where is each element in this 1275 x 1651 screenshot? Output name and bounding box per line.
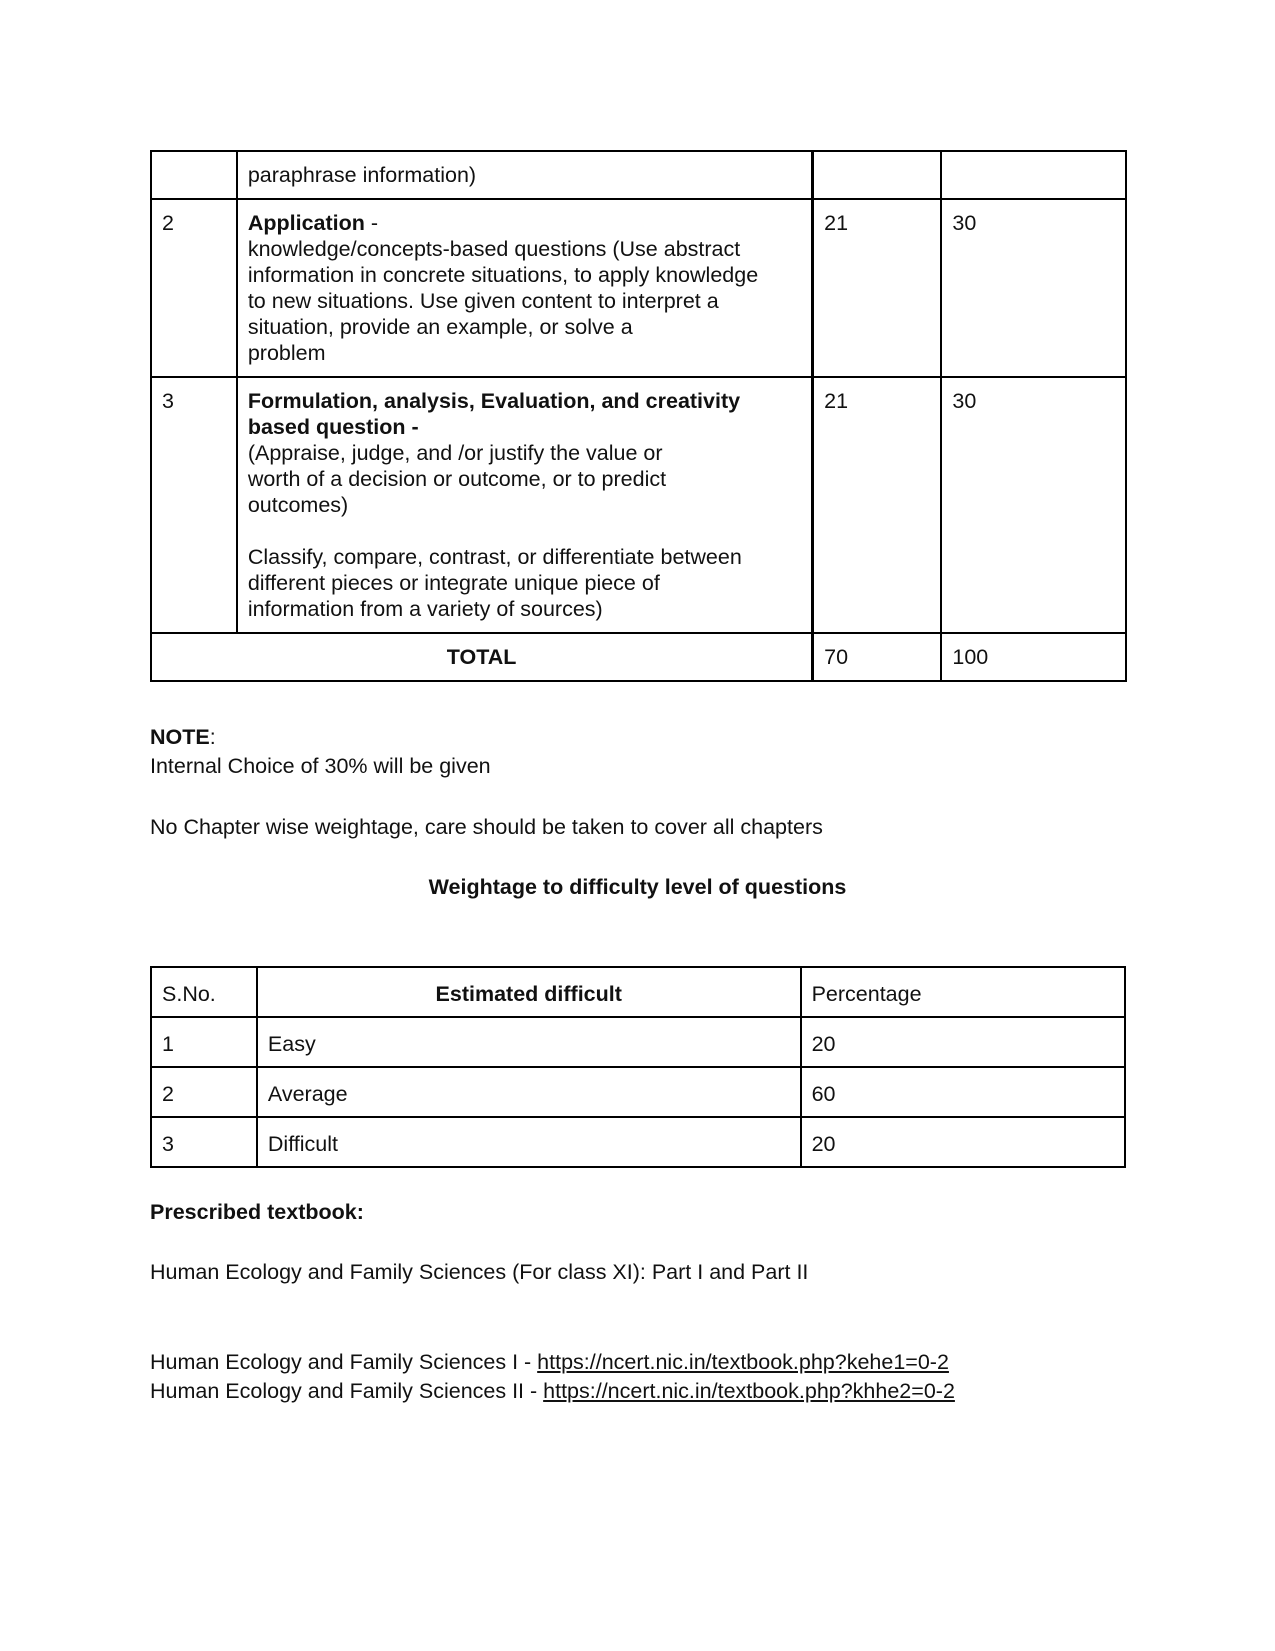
sno-cell xyxy=(152,152,236,172)
note-line-1: Internal Choice of 30% will be given xyxy=(150,754,491,778)
textbook-link-row-1 xyxy=(150,1349,949,1375)
description-cell xyxy=(238,152,811,198)
description-line: outcomes) xyxy=(247,493,349,517)
description-line: problem xyxy=(247,341,326,365)
description-line: worth of a decision or outcome, or to predict xyxy=(247,467,667,491)
percentage-cell: 60 xyxy=(811,1082,836,1106)
row-heading xyxy=(248,210,801,236)
ncert-link-part-2[interactable]: https://ncert.nic.in/textbook.php?khhe2=0-2 xyxy=(543,1379,955,1403)
description-line: knowledge/concepts-based questions (Use abstract xyxy=(247,237,741,261)
sno-cell: 3 xyxy=(162,1132,174,1156)
total-label: TOTAL xyxy=(446,645,517,669)
marks-cell xyxy=(814,152,940,172)
heading-text: Application xyxy=(247,211,365,235)
table-header-row xyxy=(151,967,1125,1017)
total-percent: 100 xyxy=(952,645,989,669)
note-colon: : xyxy=(209,725,216,749)
marks-cell: 21 xyxy=(824,389,849,413)
description-cell xyxy=(238,200,811,376)
row-heading: Formulation, analysis, Evaluation, and creativity based question - xyxy=(247,389,741,439)
heading-suffix: - xyxy=(364,211,379,235)
table-row xyxy=(151,377,1126,633)
description-line: situation, provide an example, or solve a xyxy=(247,315,633,339)
percent-cell: 30 xyxy=(952,389,977,413)
header-sno: S.No. xyxy=(162,982,216,1006)
textbook-heading: Prescribed textbook: xyxy=(150,1200,364,1224)
description-line: (Appraise, judge, and /or justify the value or xyxy=(247,441,663,465)
note-label: NOTE xyxy=(150,725,210,749)
table-row xyxy=(151,151,1126,199)
level-cell: Easy xyxy=(267,1032,316,1056)
total-row xyxy=(151,633,1126,681)
sno-cell: 3 xyxy=(162,389,174,413)
description-line: to new situations. Use given content to interpret a xyxy=(247,289,719,313)
link-prefix: Human Ecology and Family Sciences I - xyxy=(150,1350,538,1374)
sno-cell: 2 xyxy=(162,1082,174,1106)
difficulty-title: Weightage to difficulty level of questions xyxy=(428,875,847,899)
percent-cell xyxy=(942,152,1125,172)
table-row xyxy=(151,1017,1125,1067)
description-line: paraphrase information) xyxy=(247,163,477,187)
description-line: information from a variety of sources) xyxy=(247,597,603,621)
table-row xyxy=(151,1117,1125,1167)
table-row xyxy=(151,1067,1125,1117)
percent-cell: 30 xyxy=(952,211,977,235)
sno-cell: 2 xyxy=(162,211,174,235)
sno-cell: 1 xyxy=(162,1032,174,1056)
description-line: information in concrete situations, to apply knowledge xyxy=(247,263,759,287)
description-line: Classify, compare, contrast, or differentiate between xyxy=(247,545,742,569)
ncert-link-part-1[interactable]: https://ncert.nic.in/textbook.php?kehe1=0-2 xyxy=(537,1350,949,1374)
textbook-link-row-2 xyxy=(150,1378,955,1404)
percentage-cell: 20 xyxy=(811,1132,836,1156)
level-cell: Average xyxy=(267,1082,348,1106)
table-row xyxy=(151,199,1126,377)
percentage-cell: 20 xyxy=(811,1032,836,1056)
textbook-description: Human Ecology and Family Sciences (For class XI): Part I and Part II xyxy=(150,1260,809,1284)
header-percentage: Percentage xyxy=(811,982,922,1006)
note-line-2: No Chapter wise weightage, care should be taken to cover all chapters xyxy=(150,815,823,839)
level-cell: Difficult xyxy=(267,1132,338,1156)
header-difficulty: Estimated difficult xyxy=(435,982,622,1006)
total-marks: 70 xyxy=(824,645,849,669)
link-prefix: Human Ecology and Family Sciences II - xyxy=(150,1379,544,1403)
note-heading xyxy=(150,724,216,750)
description-line: different pieces or integrate unique piece of xyxy=(247,571,660,595)
description-cell xyxy=(238,378,811,632)
marks-cell: 21 xyxy=(824,211,849,235)
difficulty-table xyxy=(150,966,1126,1168)
blueprint-table xyxy=(150,150,1127,682)
